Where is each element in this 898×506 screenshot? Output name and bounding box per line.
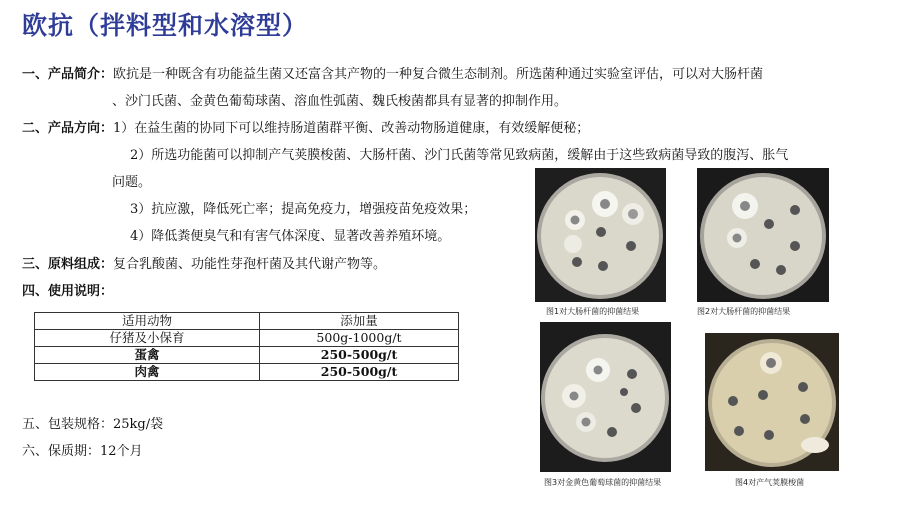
ingredients-line — [22, 256, 386, 274]
ingredients-label: 三、原料组成： — [22, 257, 114, 272]
petri-photo-1 — [535, 168, 666, 302]
figure-caption-2: 图2对大肠杆菌的抑菌结果 — [697, 307, 791, 316]
petri-dish-image — [540, 322, 671, 472]
direction-item-4: 4）降低粪便臭气和有害气体深度、显著改善养殖环境。 — [130, 229, 451, 244]
table-cell-dose: 500g-1000g/t — [260, 330, 459, 347]
figure-caption-1: 图1对大肠杆菌的抑菌结果 — [546, 307, 640, 316]
table-cell-animal: 仔猪及小保育 — [35, 330, 260, 347]
table-header-row — [35, 313, 459, 330]
intro-label: 一、产品简介： — [22, 67, 114, 82]
table-row — [35, 364, 459, 381]
table-cell-dose: 250-500g/t — [260, 347, 459, 364]
figure-caption-4: 图4对产气荚膜梭菌 — [735, 478, 805, 487]
petri-dish-image — [697, 168, 829, 302]
intro-line-1 — [22, 66, 763, 84]
packaging-spec: 五、包装规格：25kg/袋 — [22, 417, 164, 432]
shelf-life: 六、保质期：12个月 — [22, 444, 143, 459]
table-row — [35, 330, 459, 347]
direction-item-1: 1）在益生菌的协同下可以维持肠道菌群平衡、改善动物肠道健康，有效缓解便秘； — [113, 121, 590, 136]
figure-caption-3: 图3对金黄色葡萄球菌的抑菌结果 — [544, 478, 662, 487]
petri-photo-3 — [540, 322, 671, 472]
direction-item-2-cont: 问题。 — [112, 175, 152, 190]
direction-item-3: 3）抗应激，降低死亡率；提高免疫力，增强疫苗免疫效果； — [130, 202, 477, 217]
intro-text-1: 欧抗是一种既含有功能益生菌又还富含其产物的一种复合微生态制剂。所选菌种通过实验室评估，可以对大肠杆菌 — [113, 67, 764, 82]
table-row — [35, 347, 459, 364]
petri-dish-image — [705, 333, 839, 471]
table-cell-animal: 肉禽 — [35, 364, 260, 381]
petri-photo-2 — [697, 168, 829, 302]
table-cell-animal: 蛋禽 — [35, 347, 260, 364]
petri-dish-image — [535, 168, 666, 302]
intro-text-2: 、沙门氏菌、金黄色葡萄球菌、溶血性弧菌、魏氏梭菌都具有显著的抑制作用。 — [112, 94, 568, 109]
table-header-dose: 添加量 — [260, 313, 459, 330]
table-header-animal: 适用动物 — [35, 313, 260, 330]
ingredients-text: 复合乳酸菌、功能性芽孢杆菌及其代谢产物等。 — [113, 257, 387, 272]
page-title: 欧抗（拌料型和水溶型） — [22, 11, 309, 40]
usage-label: 四、使用说明： — [22, 284, 114, 299]
direction-line-1 — [22, 120, 589, 138]
petri-photo-4 — [705, 333, 839, 471]
dosage-table — [34, 312, 459, 381]
direction-item-2: 2）所选功能菌可以抑制产气荚膜梭菌、大肠杆菌、沙门氏菌等常见致病菌，缓解由于这些致病菌导致的腹泻、胀气 — [130, 148, 789, 163]
table-cell-dose: 250-500g/t — [260, 364, 459, 381]
direction-label: 二、产品方向： — [22, 121, 114, 136]
